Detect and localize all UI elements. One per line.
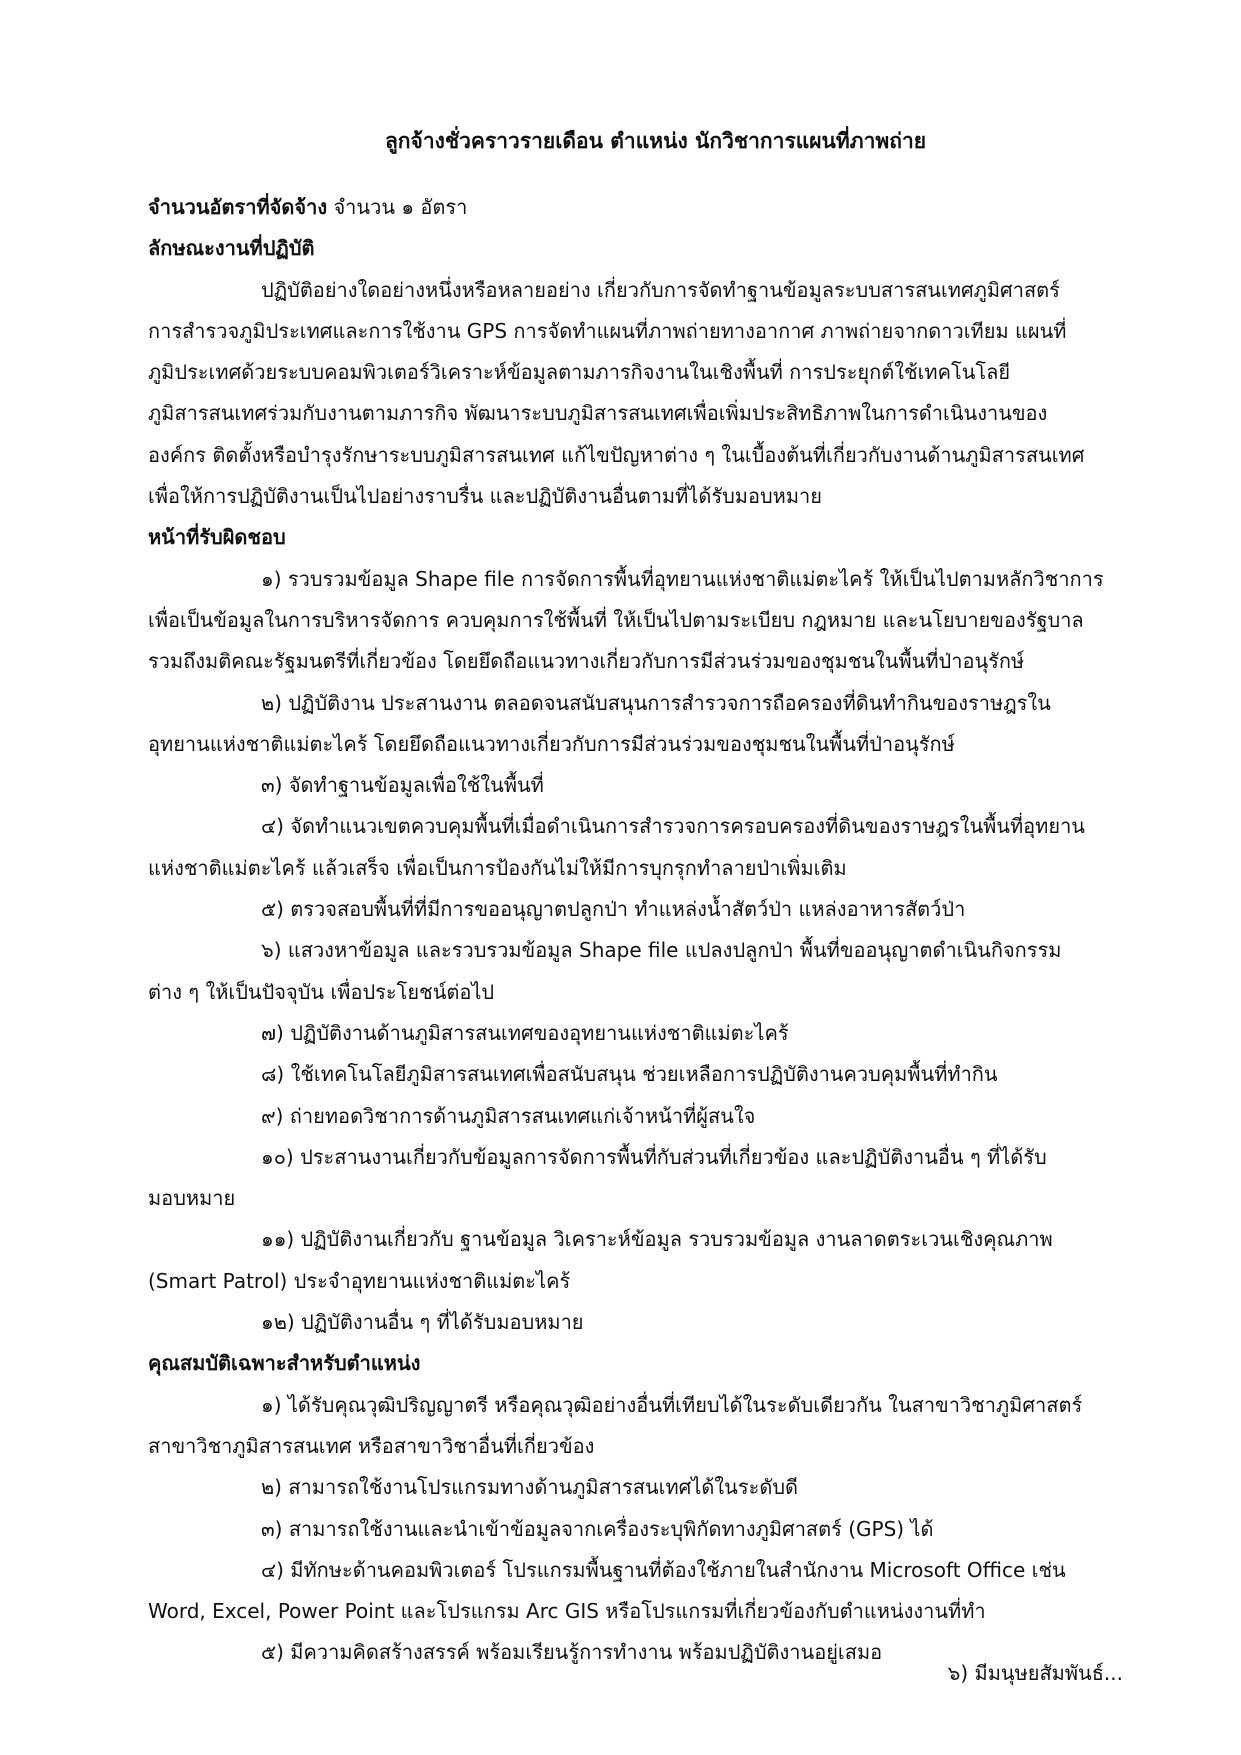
duty-line: ๙) ถ่ายทอดวิชาการด้านภูมิสารสนเทศแก่เจ้าหน้าที่ผู้สนใจ — [261, 1103, 756, 1128]
duty-line: ต่าง ๆ ให้เป็นปัจจุบัน เพื่อประโยชน์ต่อไป — [148, 979, 495, 1004]
qualification-line: ๒) สามารถใช้งานโปรแกรมทางด้านภูมิสารสนเทศได้ในระดับดี — [261, 1475, 799, 1500]
duty-item — [148, 1302, 1123, 1343]
qualification-item — [148, 1550, 1123, 1633]
duty-line: ๑๑) ปฏิบัติงานเกี่ยวกับ ฐานข้อมูล วิเคราะห์ข้อมูล รวบรวมข้อมูล งานลาดตระเวนเชิงคุณภาพ — [261, 1227, 1053, 1252]
qualification-line: สาขาวิชาภูมิสารสนเทศ หรือสาขาวิชาอื่นที่เกี่ยวข้อง — [148, 1433, 595, 1458]
duty-item — [148, 1013, 1123, 1054]
duty-item — [148, 683, 1123, 766]
duty-line: มอบหมาย — [148, 1186, 236, 1211]
qualification-line: ๓) สามารถใช้งานและนำเข้าข้อมูลจากเครื่องระบุพิกัดทางภูมิศาสตร์ (GPS) ได้ — [261, 1516, 934, 1541]
qualification-item — [148, 1509, 1123, 1550]
qualification-item — [148, 1467, 1123, 1508]
duties-heading: หน้าที่รับผิดชอบ — [148, 525, 286, 550]
qualifications-heading: คุณสมบัติเฉพาะสำหรับตำแหน่ง — [148, 1351, 421, 1376]
duty-line: ๑๐) ประสานงานเกี่ยวกับข้อมูลการจัดการพื้นที่กับส่วนที่เกี่ยวข้อง และปฏิบัติงานอื่น ๆ ที่ได้รับ — [261, 1144, 1047, 1169]
duty-item — [148, 1096, 1123, 1137]
duty-item — [148, 930, 1123, 1013]
qualification-line: ๕) มีความคิดสร้างสรรค์ พร้อมเรียนรู้การทำงาน พร้อมปฏิบัติงานอยู่เสมอ — [261, 1640, 883, 1665]
nature-line: ปฏิบัติอย่างใดอย่างหนึ่งหรือหลายอย่าง เกี่ยวกับการจัดทำฐานข้อมูลระบบสารสนเทศภูมิศาสตร์ — [261, 277, 1060, 302]
duty-line: ๓) จัดทำฐานข้อมูลเพื่อใช้ในพื้นที่ — [261, 773, 544, 798]
duty-item — [148, 559, 1123, 683]
duty-item — [148, 765, 1123, 806]
duty-line: ๑) รวบรวมข้อมูล Shape file การจัดการพื้นที่อุทยานแห่งชาติแม่ตะไคร้ ให้เป็นไปตามหลักวิชาการ — [261, 566, 1104, 591]
duty-line: ๖) แสวงหาข้อมูล และรวบรวมข้อมูล Shape file แปลงปลูกป่า พื้นที่ขออนุญาตดำเนินกิจกรรม — [261, 938, 1062, 963]
duty-item — [148, 806, 1123, 889]
duty-line: ๔) จัดทำแนวเขตควบคุมพื้นที่เมื่อดำเนินการสำรวจการครอบครองที่ดินของราษฎรในพื้นที่อุทยาน — [261, 814, 1085, 839]
nature-heading: ลักษณะงานที่ปฏิบัติ — [148, 236, 315, 261]
positions-value: จำนวน ๑ อัตรา — [327, 195, 468, 219]
duty-line: ๘) ใช้เทคโนโลยีภูมิสารสนเทศเพื่อสนับสนุน ช่วยเหลือการปฏิบัติงานควบคุมพื้นที่ทำกิน — [261, 1062, 998, 1087]
nature-line: องค์กร ติดตั้งหรือบำรุงรักษาระบบภูมิสารสนเทศ แก้ไขปัญหาต่าง ๆ ในเบื้องต้นที่เกี่ยวกับงานด้านภูมิสารสนเทศ — [148, 442, 1085, 467]
duty-line: (Smart Patrol) ประจำอุทยานแห่งชาติแม่ตะไคร้ — [148, 1268, 571, 1293]
nature-line: เพื่อให้การปฏิบัติงานเป็นไปอย่างราบรื่น และปฏิบัติงานอื่นตามที่ได้รับมอบหมาย — [148, 484, 822, 509]
duty-line: รวมถึงมติคณะรัฐมนตรีที่เกี่ยวข้อง โดยยึดถือแนวทางเกี่ยวกับการมีส่วนร่วมของชุมชนในพื้นที่ป่าอนุรักษ์ — [148, 649, 1025, 674]
duty-item — [148, 889, 1123, 930]
nature-line: การสำรวจภูมิประเทศและการใช้งาน GPS การจัดทำแผนที่ภาพถ่ายทางอากาศ ภาพถ่ายจากดาวเทียม แผนที่ — [148, 318, 1067, 343]
qualification-item — [148, 1385, 1123, 1468]
duties-list — [148, 559, 1123, 1344]
page-continuation: ๖) มีมนุษยสัมพันธ์... — [947, 1661, 1123, 1685]
qualifications-list — [148, 1385, 1123, 1674]
nature-paragraph — [148, 270, 1123, 518]
positions-label: จำนวนอัตราที่จัดจ้าง — [148, 195, 328, 219]
qualification-line: Word, Excel, Power Point และโปรแกรม Arc GIS หรือโปรแกรมที่เกี่ยวข้องกับตำแหน่งงานที่ทำ — [148, 1599, 986, 1624]
nature-line: ภูมิประเทศด้วยระบบคอมพิวเตอร์วิเคราะห์ข้อมูลตามภารกิจงานในเชิงพื้นที่ การประยุกต์ใช้เทคโนโลยี — [148, 360, 1011, 385]
duty-line: ๕) ตรวจสอบพื้นที่ที่มีการขออนุญาตปลูกป่า ทำแหล่งน้ำสัตว์ป่า แหล่งอาหารสัตว์ป่า — [261, 897, 966, 922]
duty-line: ๒) ปฏิบัติงาน ประสานงาน ตลอดจนสนับสนุนการสำรวจการถือครองที่ดินทำกินของราษฎรใน — [261, 690, 1051, 715]
duty-line: แห่งชาติแม่ตะไคร้ แล้วเสร็จ เพื่อเป็นการป้องกันไม่ให้มีการบุกรุกทำลายป่าเพิ่มเติม — [148, 855, 847, 880]
qualification-line: ๑) ได้รับคุณวุฒิปริญญาตรี หรือคุณวุฒิอย่างอื่นที่เทียบได้ในระดับเดียวกัน ในสาขาวิชาภูมิศาสตร์ — [261, 1392, 1083, 1417]
positions-row — [148, 187, 1123, 228]
duty-line: เพื่อเป็นข้อมูลในการบริหารจัดการ ควบคุมการใช้พื้นที่ ให้เป็นไปตามระเบียบ กฎหมาย และนโยบายของรัฐบาล — [148, 607, 1084, 632]
duty-item — [148, 1054, 1123, 1095]
qualification-line: ๔) มีทักษะด้านคอมพิวเตอร์ โปรแกรมพื้นฐานที่ต้องใช้ภายในสำนักงาน Microsoft Office เช่น — [261, 1557, 1066, 1582]
duty-item — [148, 1219, 1123, 1302]
duty-line: ๑๒) ปฏิบัติงานอื่น ๆ ที่ได้รับมอบหมาย — [261, 1310, 584, 1335]
duty-line: อุทยานแห่งชาติแม่ตะไคร้ โดยยึดถือแนวทางเกี่ยวกับการมีส่วนร่วมของชุมชนในพื้นที่ป่าอนุรักษ์ — [148, 731, 955, 756]
nature-line: ภูมิสารสนเทศร่วมกับงานตามภารกิจ พัฒนาระบบภูมิสารสนเทศเพื่อเพิ่มประสิทธิภาพในการดำเนินงานของ — [148, 401, 1048, 426]
duty-line: ๗) ปฏิบัติงานด้านภูมิสารสนเทศของอุทยานแห่งชาติแม่ตะไคร้ — [261, 1020, 789, 1045]
document-title: ลูกจ้างชั่วคราวรายเดือน ตำแหน่ง นักวิชาการแผนที่ภาพถ่าย — [384, 129, 927, 153]
duty-item — [148, 1137, 1123, 1220]
